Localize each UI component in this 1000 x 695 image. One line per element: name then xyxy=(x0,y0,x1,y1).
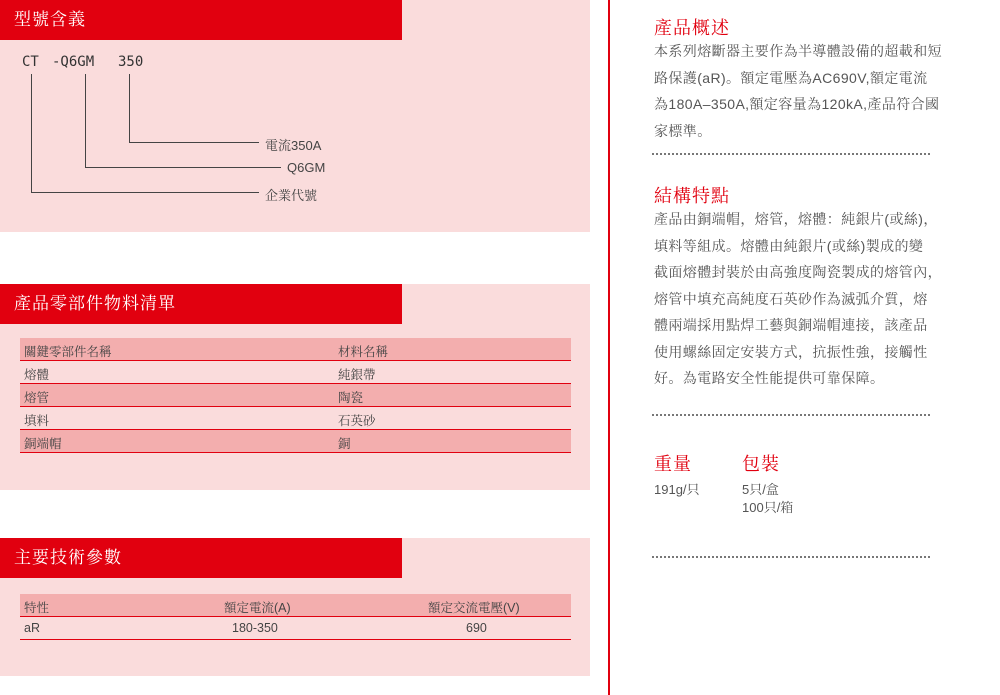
packing-value-carton: 100只/箱 xyxy=(742,500,794,515)
weight-value: 191g/只 xyxy=(654,482,700,497)
model-panel xyxy=(0,0,590,232)
structure-line: 截面熔體封裝於由高強度陶瓷製成的熔管內， xyxy=(654,264,942,280)
table-row xyxy=(20,361,571,384)
label-company-code: 企業代號 xyxy=(265,188,318,203)
vertical-divider xyxy=(608,0,610,695)
table-row xyxy=(20,384,571,407)
params-section-title: 主要技術參數 xyxy=(0,538,402,578)
header-component: 關鍵零部件名稱 xyxy=(24,345,112,359)
connector-q6gm-horizontal xyxy=(85,167,281,168)
model-code-ct: CT xyxy=(22,54,39,70)
cell-characteristic: aR xyxy=(24,621,40,635)
params-panel xyxy=(0,538,590,676)
connector-ct-horizontal xyxy=(31,192,259,193)
header-characteristic: 特性 xyxy=(24,601,50,615)
structure-line: 好。為電路安全性能提供可靠保障。 xyxy=(654,370,885,386)
table-row xyxy=(20,430,571,453)
header-material: 材料名稱 xyxy=(338,345,389,359)
overview-title: 產品概述 xyxy=(654,18,730,38)
parts-table xyxy=(20,338,571,453)
label-model: Q6GM xyxy=(287,160,326,175)
table-header-row xyxy=(20,594,571,617)
connector-ct-vertical xyxy=(31,74,32,192)
cell-component: 熔管 xyxy=(24,391,50,405)
overview-line: 本系列熔斷器主要作為半導體設備的超載和短 xyxy=(654,43,942,59)
packing-title: 包裝 xyxy=(742,454,780,474)
cell-rated-current: 180-350 xyxy=(232,621,278,635)
table-row xyxy=(20,617,571,640)
model-code-q6gm: -Q6GM xyxy=(52,54,95,70)
cell-material: 銅 xyxy=(338,437,351,451)
structure-line: 填料等組成。熔體由純銀片(或絲)製成的變 xyxy=(654,237,924,254)
cell-component: 熔體 xyxy=(24,368,50,382)
overview-line: 為180A–350A,額定容量為120kA,產品符合國 xyxy=(654,96,940,112)
dotted-divider xyxy=(652,556,930,558)
cell-component: 銅端帽 xyxy=(24,437,62,451)
parts-panel xyxy=(0,284,590,490)
cell-material: 石英砂 xyxy=(338,414,376,428)
dotted-divider xyxy=(652,414,930,416)
packing-value-box: 5只/盒 xyxy=(742,482,779,497)
model-section-title: 型號含義 xyxy=(0,0,402,40)
connector-q6gm-vertical xyxy=(85,74,86,167)
cell-material: 純銀帶 xyxy=(338,368,376,382)
overview-line: 家標準。 xyxy=(654,122,712,139)
dotted-divider xyxy=(652,153,930,155)
connector-350-vertical xyxy=(129,74,130,142)
structure-text xyxy=(654,206,944,392)
overview-text xyxy=(654,38,944,144)
structure-line: 使用螺絲固定安裝方式，抗振性強，接觸性 xyxy=(654,343,928,360)
overview-line: 路保護(aR)。額定電壓為AC690V,額定電流 xyxy=(654,69,928,86)
cell-component: 填料 xyxy=(24,414,50,428)
connector-350-horizontal xyxy=(129,142,259,143)
model-code-350: 350 xyxy=(118,54,144,70)
label-current: 電流350A xyxy=(265,138,322,153)
header-rated-current: 額定電流(A) xyxy=(224,601,291,615)
weight-title: 重量 xyxy=(654,454,692,474)
structure-line: 熔管中填充高純度石英砂作為滅弧介質，熔 xyxy=(654,290,928,307)
cell-rated-voltage: 690 xyxy=(466,621,487,635)
cell-material: 陶瓷 xyxy=(338,391,364,405)
structure-line: 體兩端採用點焊工藝與銅端帽連接，該產品 xyxy=(654,317,928,333)
params-table xyxy=(20,594,571,640)
header-rated-voltage: 額定交流電壓(V) xyxy=(428,601,520,615)
table-row xyxy=(20,407,571,430)
structure-title: 結構特點 xyxy=(654,186,730,206)
structure-line: 產品由銅端帽，熔管，熔體：純銀片(或絲)， xyxy=(654,211,938,227)
table-header-row xyxy=(20,338,571,361)
parts-section-title: 產品零部件物料清單 xyxy=(0,284,402,324)
